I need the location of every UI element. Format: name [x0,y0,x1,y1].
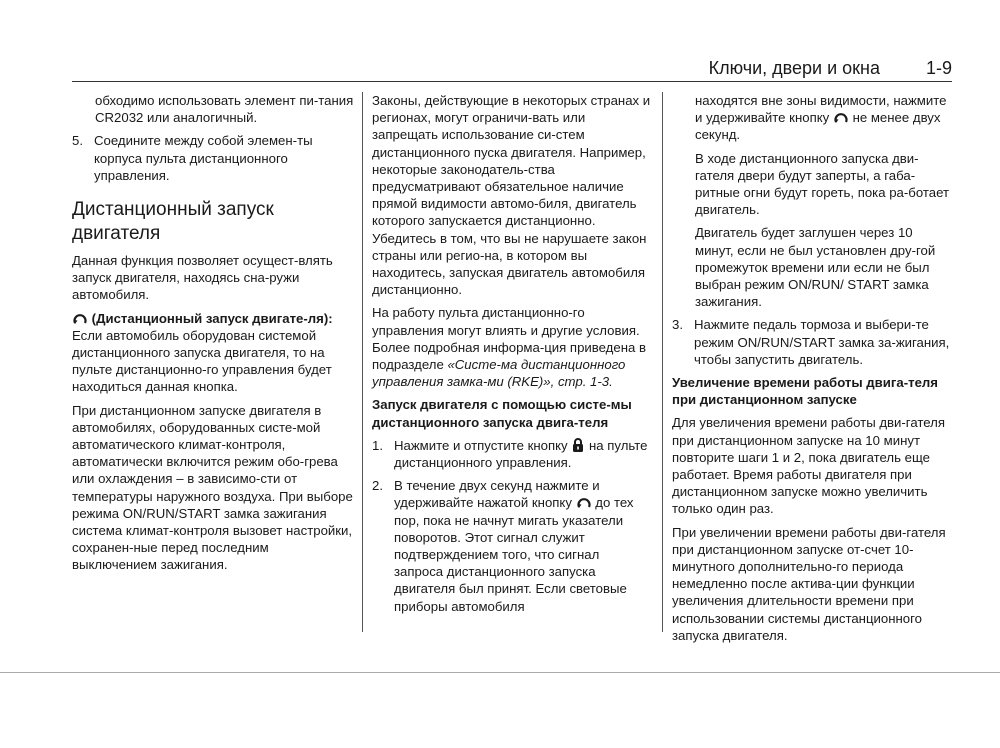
column-divider [362,92,363,632]
list-item [372,437,652,471]
column-3 [672,92,952,644]
remote-start-icon [73,312,87,325]
page-header [72,56,952,82]
list-text: Соедините между собой элемен-ты корпуса пульта дистанционного управления. [94,133,313,183]
subsection-heading: Запуск двигателя с помощью систе-мы дистанционного запуска двига-теля [372,397,632,430]
paragraph-text: не менее двух секунд. [695,110,941,143]
list-text [394,477,652,615]
cross-reference: «Систе-ма дистанционного управления замка-ми (RKE)», стр. 1-3. [372,357,626,390]
footer-rule [0,672,1000,673]
column-2 [372,92,652,615]
list-number: 3. [672,317,683,333]
paragraph: Для увеличения времени работы дви-гателя при дистанционном запуске на 10 минут повторите шаги 1 и 2, пока двигатель еще работает. Время работы двигателя при дистанционном запуске можно увеличить только один раз. [672,415,945,517]
column-1 [72,92,354,574]
paragraph: Данная функция позволяет осущест-влять запуск двигателя, находясь сна-ружи автомобиля. [72,253,333,303]
paragraph [372,304,652,390]
remote-start-icon [577,496,591,509]
column-divider [662,92,663,632]
list-item [72,132,354,184]
list-item [372,477,652,615]
paragraph: При дистанционном запуске двигателя в автомобилях, оборудованных систе-мой автоматического климат-контроля, автоматически включится режим обо-грева или охлаждения – в зависимо-сти от температуры наружного воздуха. При выборе режима ON/RUN/START замка зажигания система климат-контроля вызовет настройки, сохранен-ные перед последним выключением зажигания. [72,402,353,573]
list-item [672,316,952,368]
paragraph: В ходе дистанционного запуска дви-гателя двери будут заперты, а габа-ритные огни будут гореть, пока ра-ботает двигатель. [695,150,950,218]
section-title: Ключи, двери и окна [708,58,880,78]
paragraph: Законы, действующие в некоторых странах и регионах, могут ограничи-вать или запрещать использование си-стем дистанционного пуска двигателя. Например, некоторые законодатель-ства предусматривают обязательное наличие прямой видимости автомо-биля, двигатель которого запускается дистанционно. Убедитесь в том, что вы не нарушаете закон страны или регио-на, в котором вы находитесь, запуская двигатель автомобиля дистанционно. [372,93,651,298]
paragraph-text: На работу пульта дистанционно-го управления могут влиять и другие условия. Более подробная информа-ция приведена в подразделе [372,305,646,373]
button-description: Если автомобиль оборудован системой дистанционного запуска двигателя, то на пульте дистанционно-го управления будет находиться данная кнопка. [72,327,332,395]
section-heading: Дистанционный запуск двигателя [72,199,274,245]
paragraph [72,310,354,396]
list-text-part: на пульте дистанционного управления. [394,437,648,471]
list-number: 1. [372,437,383,453]
paragraph: При увеличении времени работы дви-гателя при дистанционном запуске от-счет 10-минутного дополнительно-го периода немедленно после актива-ции функции увеличения длительности времени при использовании системы дистанционного запуска двигателя. [672,524,946,643]
subsection-heading: Увеличение времени работы двига-теля при дистанционном запуске [672,375,938,408]
list-text: Нажмите педаль тормоза и выбери-те режим ON/RUN/START замка за-жигания, чтобы запустить двигатель. [694,317,950,367]
list-text-part: до тех пор, пока не начнут мигать указатели поворотов. Этот сигнал служит подтверждением того, что сигнал запроса дистанционного запуска двигателя был принят. Если световые приборы автомобиля [394,495,634,614]
button-label: (Дистанционный запуск двигате-ля): [91,310,333,326]
list-text-part: Нажмите и отпустите кнопку [394,437,568,453]
list-number: 2. [372,478,383,494]
lock-icon [572,438,584,452]
list-text-part: В течение двух секунд нажмите и удерживайте нажатой кнопку [394,478,600,511]
remote-start-icon [834,111,848,124]
list-text [394,437,652,471]
page-number: 1-9 [925,58,952,78]
paragraph: Двигатель будет заглушен через 10 минут, если не был установлен дру-гой промежуток времени или если не был выбран режим ON/RUN/ START замка зажигания. [695,225,936,310]
paragraph [672,92,952,144]
header-rule [72,81,952,82]
list-number: 5. [72,133,83,149]
paragraph: обходимо использовать элемент пи-тания CR2032 или аналогичный. [95,93,354,126]
paragraph-text: находятся вне зоны видимости, нажмите и удерживайте кнопку [695,93,947,126]
